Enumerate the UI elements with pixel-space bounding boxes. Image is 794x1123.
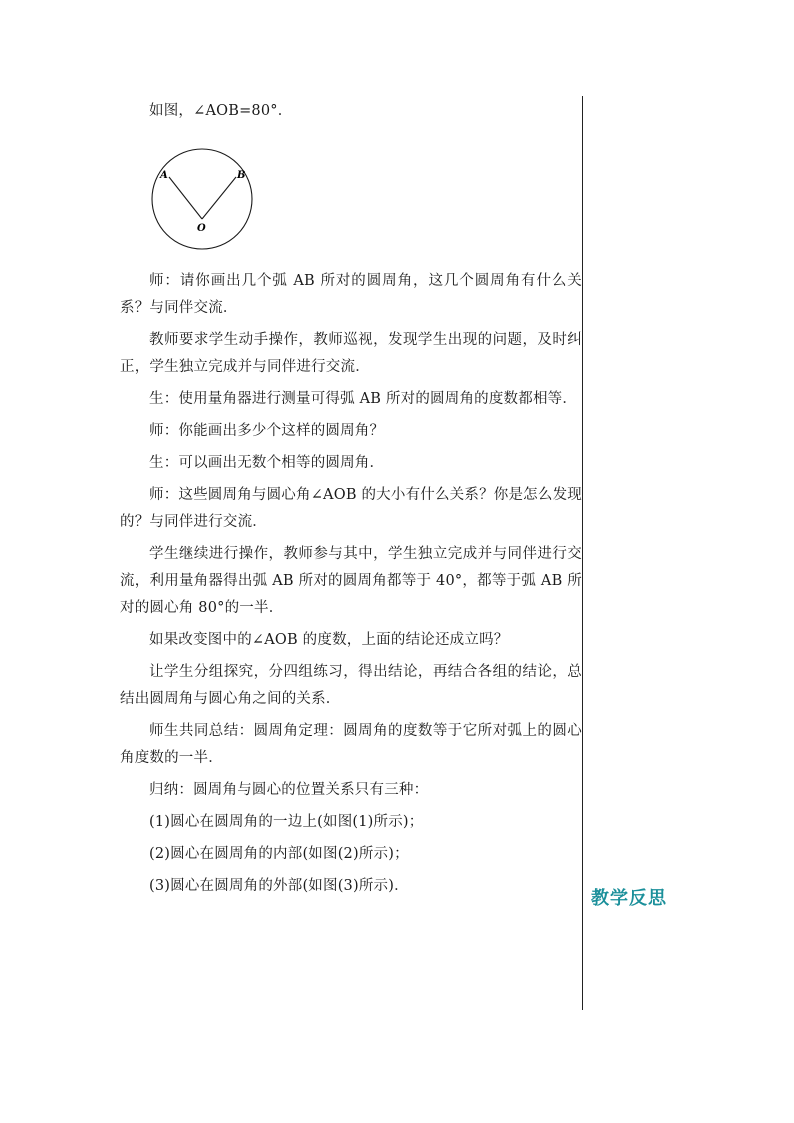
paragraph-7: 学生继续进行操作，教师参与其中，学生独立完成并与同伴进行交流，利用量角器得出弧 AB 所对的圆周角都等于 40°，都等于弧 AB 所对的圆心角 80°的一半． [120,546,582,616]
circle-diagram [142,127,262,259]
paragraph-2: 教师要求学生动手操作，教师巡视，发现学生出现的问题，及时纠正，学生独立完成并与同伴进行交流． [120,332,582,375]
paragraph-1: 师：请你画出几个弧 AB 所对的圆周角，这几个圆周角有什么关系？与同伴交流． [120,273,582,316]
teaching-reflection-heading: 教学反思 [591,888,667,909]
circle-outline [152,149,252,249]
column-divider [582,96,583,1010]
paragraph-5: 生：可以画出无数个相等的圆周角． [149,455,385,471]
paragraph-4: 师：你能画出多少个这样的圆周角？ [149,423,385,439]
point-label-o: O [197,223,206,234]
paragraph-6: 师：这些圆周角与圆心角∠AOB 的大小有什么关系？你是怎么发现的？与同伴进行交流． [120,487,582,530]
paragraph-14: (3)圆心在圆周角的外部(如图(3)所示)． [149,878,409,894]
paragraph-8: 如果改变图中的∠AOB 的度数，上面的结论还成立吗？ [149,632,509,648]
point-label-b: B [237,170,246,181]
radius-oa [169,177,202,219]
circle-figure [120,125,582,263]
paragraph-10: 师生共同总结：圆周角定理：圆周角的度数等于它所对弧上的圆心角度数的一半． [120,723,582,766]
paragraph-9: 让学生分组探究，分四组练习，得出结论，再结合各组的结论，总结出圆周角与圆心角之间的关系． [120,664,582,707]
paragraph-13: (2)圆心在圆周角的内部(如图(2)所示)； [149,846,409,862]
paragraph-12: (1)圆心在圆周角的一边上(如图(1)所示)； [149,814,424,830]
radius-ob [202,177,236,219]
paragraph-3: 生：使用量角器进行测量可得弧 AB 所对的圆周角的度数都相等． [149,391,578,407]
intro-line: 如图，∠AOB=80°． [149,103,293,119]
point-label-a: A [160,170,168,181]
paragraph-11: 归纳：圆周角与圆心的位置关系只有三种： [149,782,429,798]
lesson-content-column [120,98,582,900]
